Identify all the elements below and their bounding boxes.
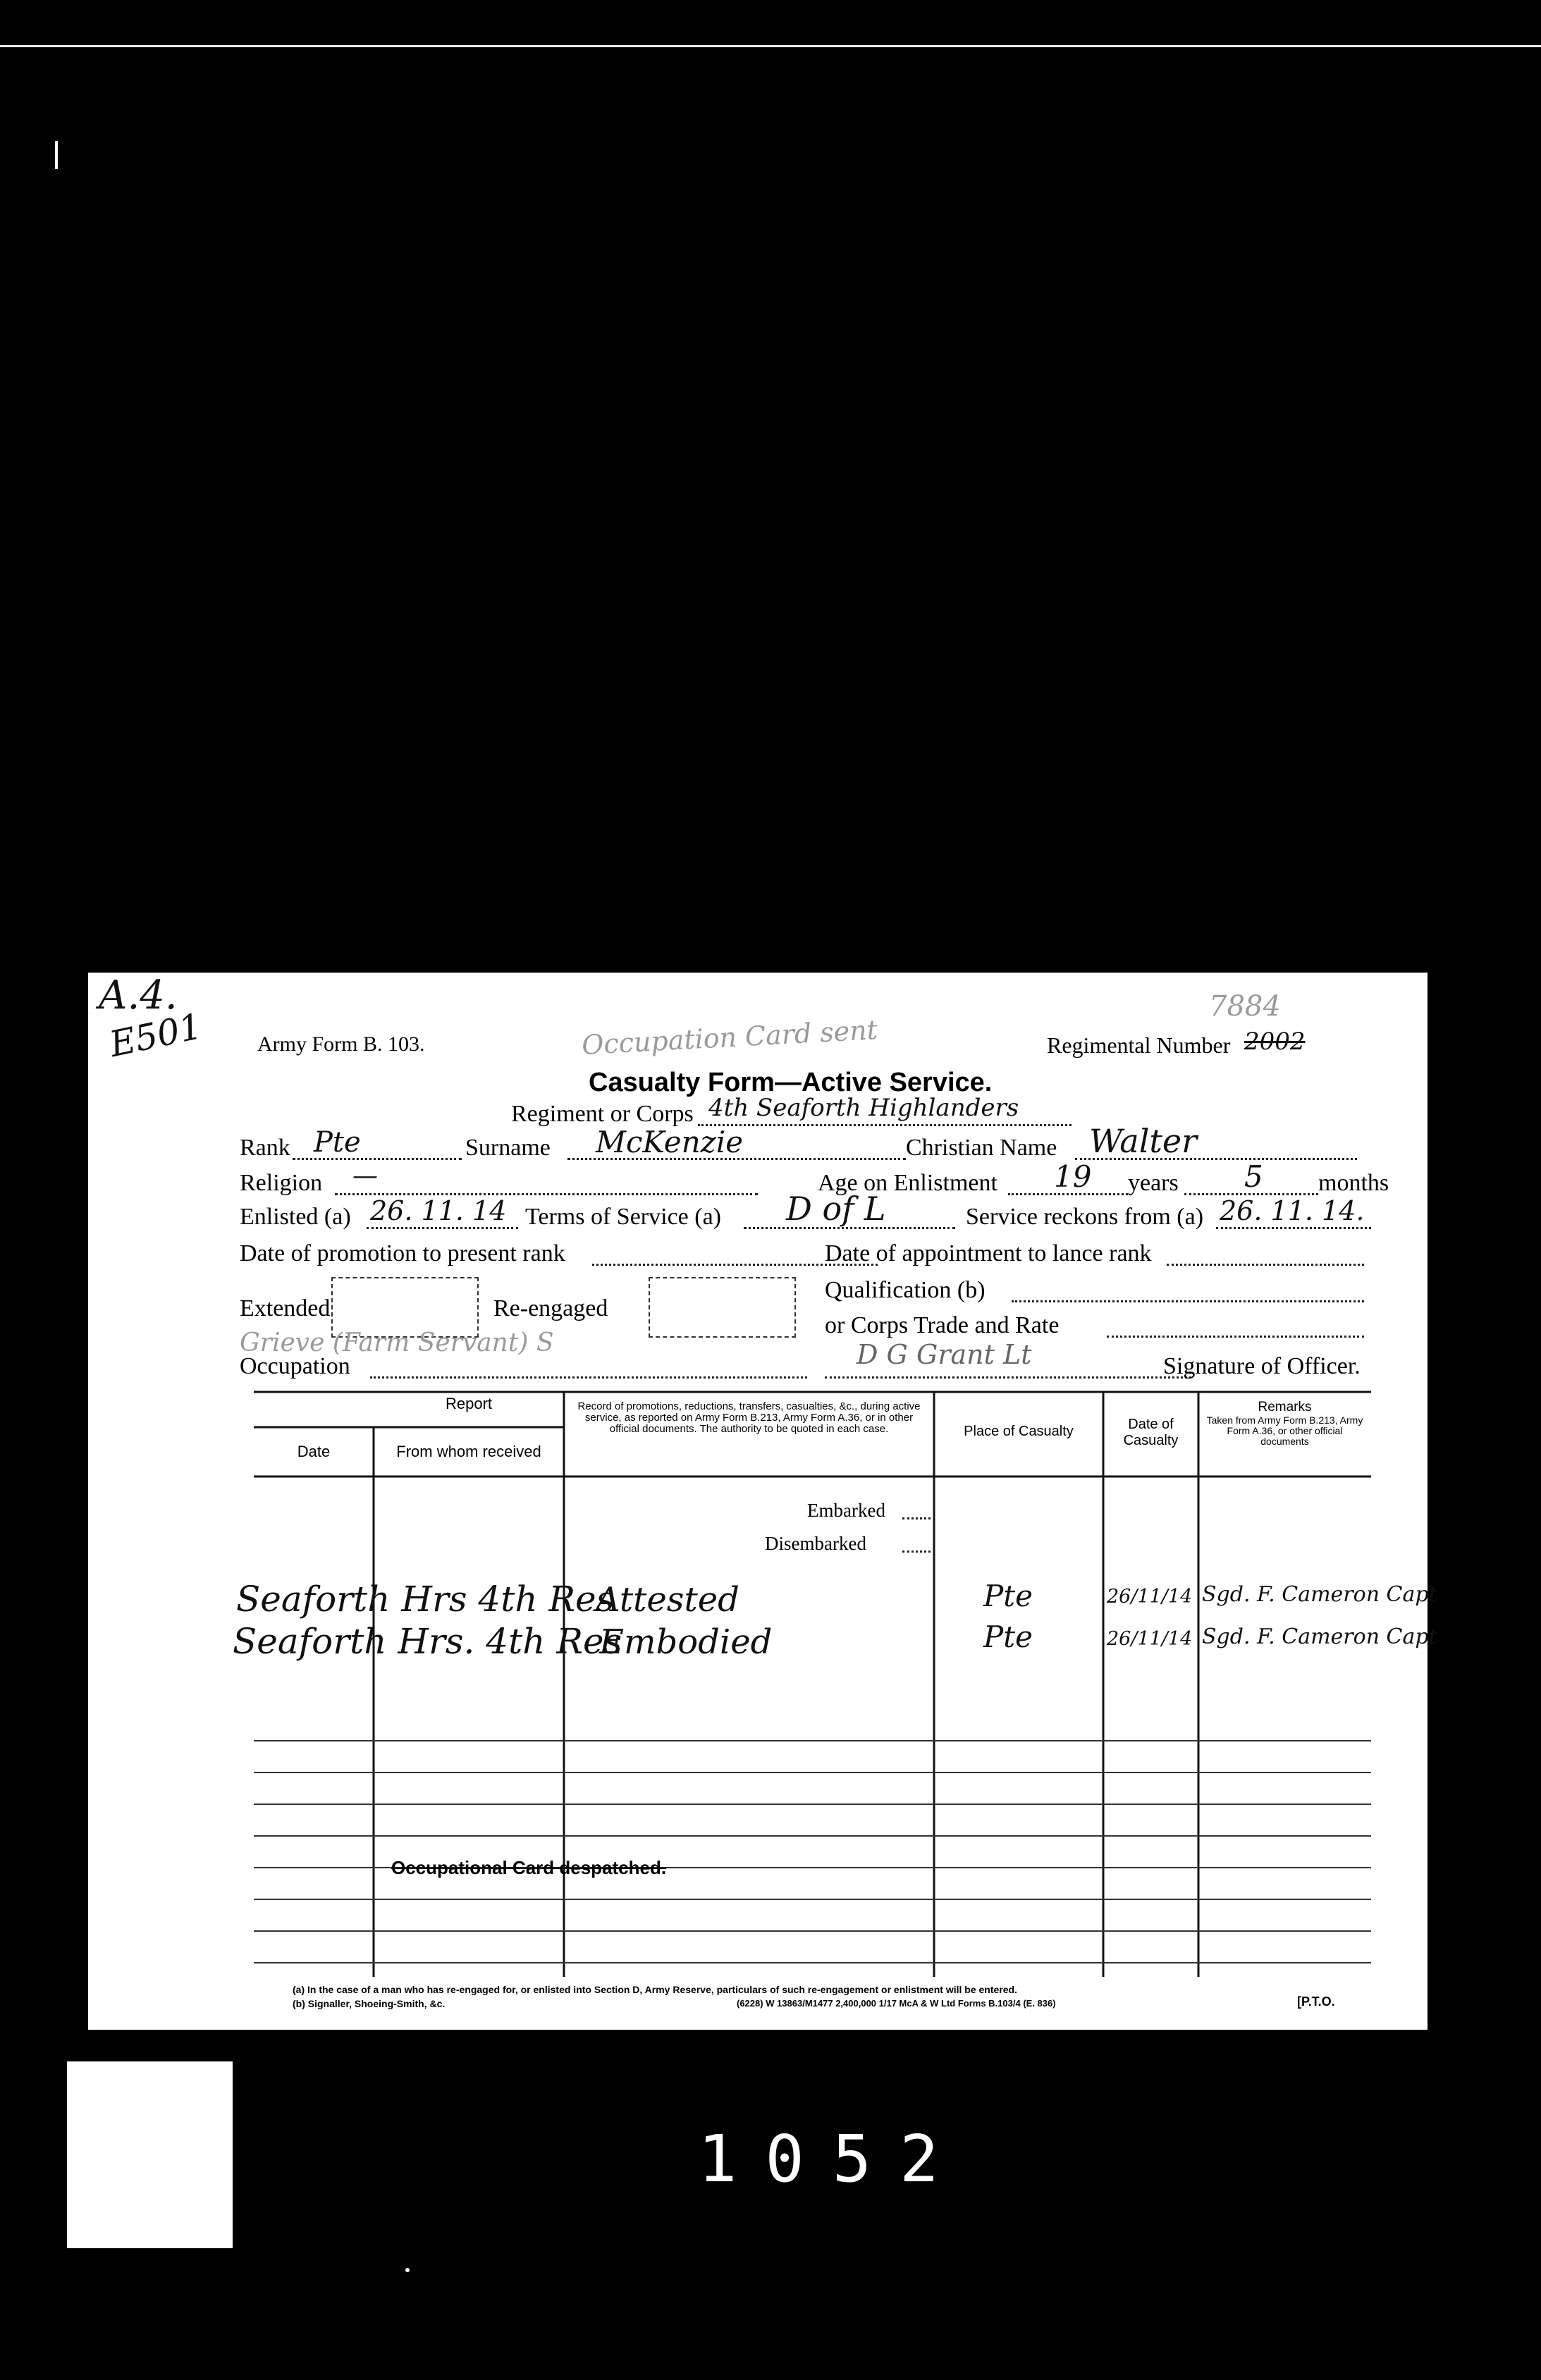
faint-number: 7884 <box>1209 990 1281 1023</box>
christian-name-label: Christian Name <box>906 1135 1057 1161</box>
film-label-box <box>67 2061 233 2248</box>
regiment-label: Regiment or Corps <box>511 1101 694 1127</box>
qualification-label: Qualification (b) <box>825 1277 986 1303</box>
form-number: Army Form B. 103. <box>257 1032 425 1056</box>
entry-2-record: Embodied <box>599 1622 773 1662</box>
record-header: Record of promotions, reductions, transfers, casualties, &c., during active service, as reported on Army Form B.213, Army Form A.36, or in other official documents. The authority to be quoted in each case. <box>577 1400 921 1435</box>
christian-name-value: Walter <box>1089 1122 1198 1160</box>
regiment-value: 4th Seaforth Highlanders <box>708 1094 1019 1122</box>
trade-label: or Corps Trade and Rate <box>825 1312 1060 1338</box>
reengaged-label: Re-engaged <box>493 1295 608 1321</box>
entry-2-date: 26/11/14 <box>1107 1628 1193 1650</box>
entry-2-remarks: Sgd. F. Cameron Capt <box>1202 1624 1437 1649</box>
age-label: Age on Enlistment <box>818 1170 997 1196</box>
printer-info: (6228) W 13863/M1477 2,400,000 1/17 McA & W Ltd Forms B.103/4 (E. 836) <box>737 1998 1056 2009</box>
film-mark <box>55 141 58 169</box>
from-whom-header: From whom received <box>396 1443 541 1460</box>
embarked-line <box>902 1517 931 1519</box>
terms-value: D of L <box>786 1190 886 1228</box>
casualty-form-card <box>88 973 1437 2030</box>
disembarked-label: Disembarked <box>765 1533 866 1554</box>
occupation-stamp: Occupation Card sent <box>581 1014 878 1061</box>
officer-signature: D G Grant Lt <box>857 1339 1032 1370</box>
entry-1-record: Attested <box>596 1580 739 1620</box>
age-years-value: 19 <box>1054 1159 1092 1194</box>
service-reckons-value: 26. 11. 14. <box>1220 1195 1365 1226</box>
service-reckons-label: Service reckons from (a) <box>966 1204 1204 1230</box>
age-months-value: 5 <box>1244 1159 1263 1194</box>
place-header: Place of Casualty <box>964 1424 1074 1439</box>
months-label: months <box>1318 1170 1389 1196</box>
entry-1-place: Pte <box>983 1579 1033 1613</box>
remarks-header-sub: Taken from Army Form B.213, Army Form A.36, or other official documents <box>1206 1414 1363 1447</box>
years-label: years <box>1128 1170 1179 1196</box>
pto-mark: [P.T.O. <box>1297 1994 1335 2009</box>
entry-1-date: 26/11/14 <box>1107 1586 1193 1608</box>
margin-note-line1: A.4. <box>99 973 178 1018</box>
film-speck <box>405 2268 410 2272</box>
report-header: Report <box>445 1395 493 1412</box>
terms-label: Terms of Service (a) <box>525 1204 721 1230</box>
embarked-label: Embarked <box>807 1500 885 1521</box>
main-title: Casualty Form—Active Service. <box>589 1068 993 1097</box>
date-header: Date <box>297 1443 331 1460</box>
enlisted-value: 26. 11. 14 <box>370 1195 507 1226</box>
entry-1-remarks: Sgd. F. Cameron Capt <box>1202 1582 1437 1607</box>
signature-label: Signature of Officer. <box>1163 1353 1361 1379</box>
regimental-number-label: Regimental Number <box>1047 1032 1231 1058</box>
table-grid <box>88 973 1428 2030</box>
lance-rank-label: Date of appointment to lance rank <box>825 1240 1152 1266</box>
rank-label: Rank <box>240 1135 290 1161</box>
surname-value: McKenzie <box>596 1125 744 1159</box>
religion-value: — <box>352 1161 378 1190</box>
promotion-label: Date of promotion to present rank <box>240 1240 565 1266</box>
regimental-number-value: 2002 <box>1244 1028 1306 1056</box>
entry-2-from: Seaforth Hrs. 4th Res <box>233 1621 622 1662</box>
religion-label: Religion <box>240 1170 323 1196</box>
date-casualty-header: Date of Casualty <box>1123 1417 1179 1448</box>
disembarked-line <box>902 1550 931 1553</box>
extended-label: Extended <box>240 1295 331 1321</box>
struck-occupational-card: Occupational Card despatched. <box>391 1857 667 1878</box>
remarks-header-title: Remarks <box>1258 1400 1312 1414</box>
frame-number: 1052 <box>698 2121 967 2197</box>
entry-2-place: Pte <box>983 1620 1033 1654</box>
footnote-b: (b) Signaller, Shoeing-Smith, &c. <box>293 1998 446 2009</box>
occupation-value: Grieve (Farm Servant) S <box>240 1328 554 1357</box>
enlisted-label: Enlisted (a) <box>240 1204 351 1230</box>
entry-1-from: Seaforth Hrs 4th Res <box>236 1579 615 1620</box>
rank-value: Pte <box>314 1126 361 1159</box>
film-edge-line <box>0 45 1541 47</box>
surname-label: Surname <box>465 1135 551 1161</box>
footnote-a: (a) In the case of a man who has re-engaged for, or enlisted into Section D, Army Reserve, particulars of such re-engagement or enlistment will be entered. <box>293 1984 1017 1995</box>
margin-note-line2: E501 <box>106 1005 206 1066</box>
occupation-label: Occupation <box>240 1353 350 1379</box>
